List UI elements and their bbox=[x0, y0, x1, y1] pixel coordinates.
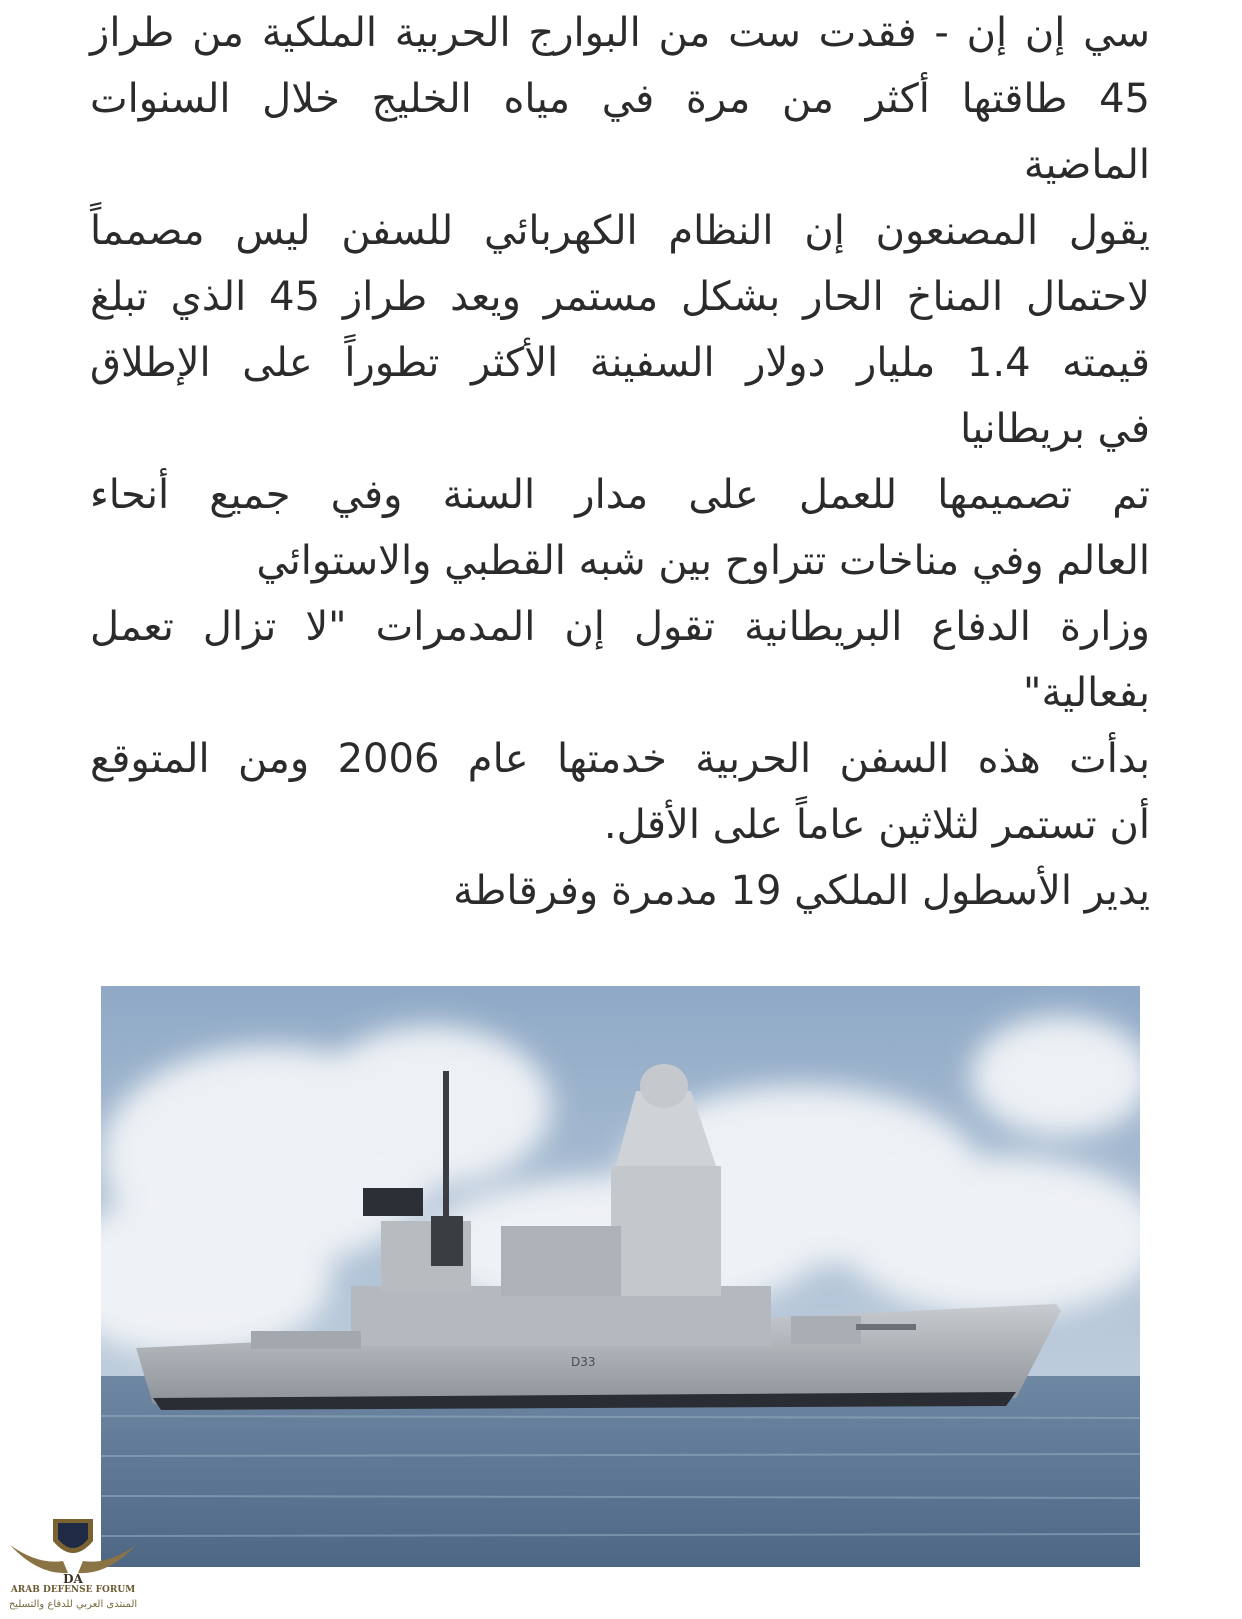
article-line: وزارة الدفاع البريطانية تقول إن المدمرات "لا تزال تعمل bbox=[90, 604, 1150, 650]
eagle-emblem-icon bbox=[8, 1515, 138, 1587]
watermark-logo bbox=[8, 1515, 138, 1619]
article-line: أن تستمر لثلاثين عاماً على الأقل. bbox=[603, 802, 1150, 848]
watermark-name: ARAB DEFENSE FORUM bbox=[10, 1585, 136, 1595]
warship-photo bbox=[101, 986, 1140, 1567]
article-line: سي إن إن - فقدت ست من البوارج الحربية الملكية من طراز bbox=[90, 10, 1150, 56]
watermark-arabic: المنتدى العربي للدفاع والتسليح bbox=[8, 1599, 138, 1610]
article-line: لاحتمال المناخ الحار بشكل مستمر ويعد طراز 45 الذي تبلغ bbox=[90, 274, 1150, 320]
article-line: الماضية bbox=[1023, 142, 1150, 188]
article-line: في بريطانيا bbox=[960, 406, 1150, 452]
article-body bbox=[90, 0, 1150, 924]
hull-number: D33 bbox=[571, 1355, 596, 1369]
article-line: قيمته 1.4 مليار دولار السفينة الأكثر تطوراً على الإطلاق bbox=[90, 340, 1150, 386]
watermark-monogram: DA bbox=[63, 1572, 83, 1586]
article-line: يدير الأسطول الملكي 19 مدمرة وفرقاطة bbox=[453, 868, 1150, 914]
article-line: بفعالية" bbox=[1023, 670, 1150, 716]
article-line: يقول المصنعون إن النظام الكهربائي للسفن ليس مصمماً bbox=[90, 208, 1150, 254]
article-line: تم تصميمها للعمل على مدار السنة وفي جميع أنحاء bbox=[90, 472, 1150, 518]
article-line: 45 طاقتها أكثر من مرة في مياه الخليج خلال السنوات bbox=[90, 76, 1150, 122]
article-line: العالم وفي مناخات تتراوح بين شبه القطبي والاستوائي bbox=[256, 538, 1150, 584]
article-line: بدأت هذه السفن الحربية خدمتها عام 2006 ومن المتوقع bbox=[90, 736, 1150, 782]
